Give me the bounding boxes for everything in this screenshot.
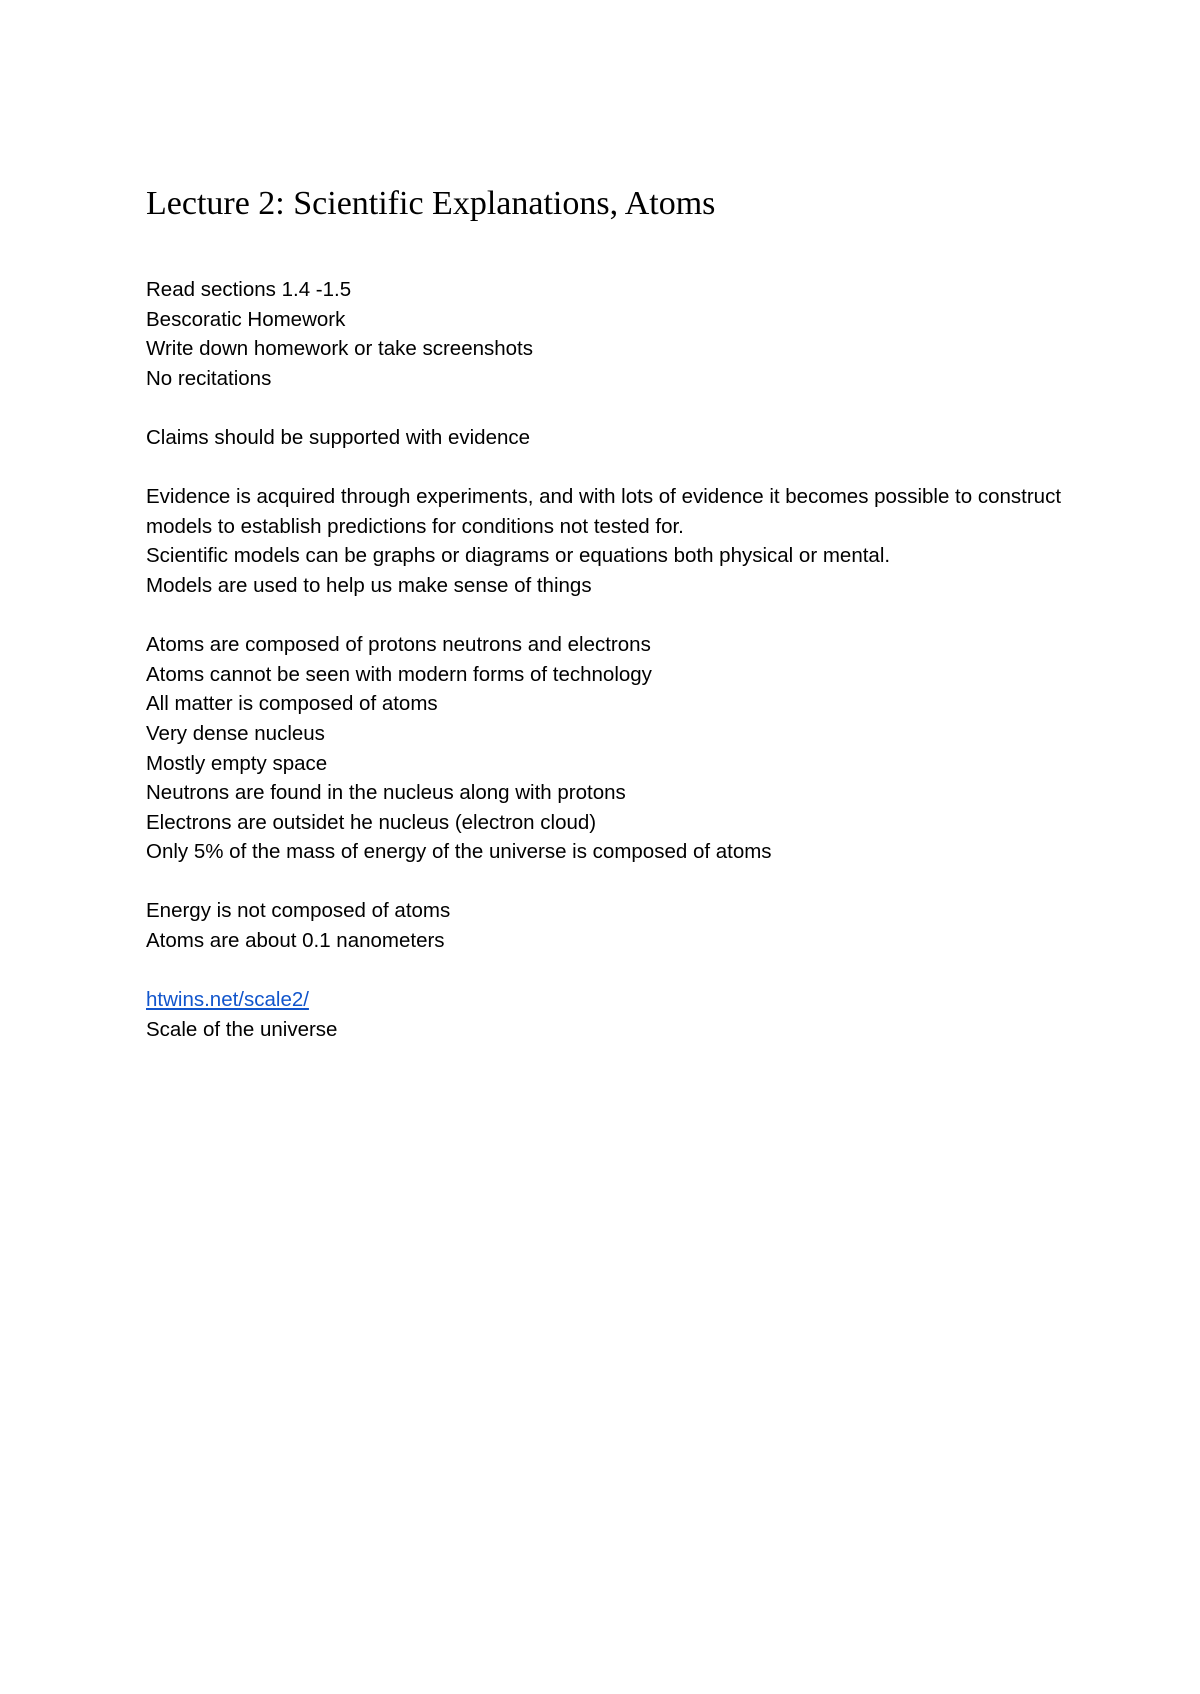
text-line: Models are used to help us make sense of things [146, 573, 592, 597]
text-line: Only 5% of the mass of energy of the universe is composed of atoms [146, 840, 772, 864]
text-paragraph: Evidence is acquired through experiments, and with lots of evidence it becomes possible to construct models to establish predictions for conditions not tested for. [146, 485, 1062, 538]
text-line: Atoms are about 0.1 nanometers [146, 929, 445, 953]
text-line: Mostly empty space [146, 751, 328, 775]
text-line: Very dense nucleus [146, 721, 325, 745]
text-line: Claims should be supported with evidence [146, 425, 531, 449]
link-line [146, 985, 1086, 1015]
document-body [146, 275, 1086, 1044]
blank-line [146, 867, 1086, 897]
link-caption: Scale of the universe [146, 1017, 338, 1041]
text-line: Bescoratic Homework [146, 307, 346, 331]
text-line: Electrons are outsidet he nucleus (electron cloud) [146, 810, 597, 834]
scale-of-universe-link[interactable]: htwins.net/scale2/ [146, 988, 309, 1012]
text-line: No recitations [146, 366, 272, 390]
blank-line [146, 601, 1086, 631]
page-title: Lecture 2: Scientific Explanations, Atoms [146, 185, 716, 222]
text-line: Energy is not composed of atoms [146, 899, 451, 923]
blank-line [146, 956, 1086, 986]
blank-line [146, 393, 1086, 423]
text-line: Write down homework or take screenshots [146, 337, 534, 361]
text-line: Atoms cannot be seen with modern forms of technology [146, 662, 652, 686]
text-line: Read sections 1.4 -1.5 [146, 278, 352, 301]
text-line: All matter is composed of atoms [146, 692, 438, 716]
text-line: Scientific models can be graphs or diagrams or equations both physical or mental. [146, 544, 891, 568]
text-line: Neutrons are found in the nucleus along with protons [146, 781, 626, 805]
blank-line [146, 453, 1086, 483]
text-line: Atoms are composed of protons neutrons and electrons [146, 633, 651, 657]
